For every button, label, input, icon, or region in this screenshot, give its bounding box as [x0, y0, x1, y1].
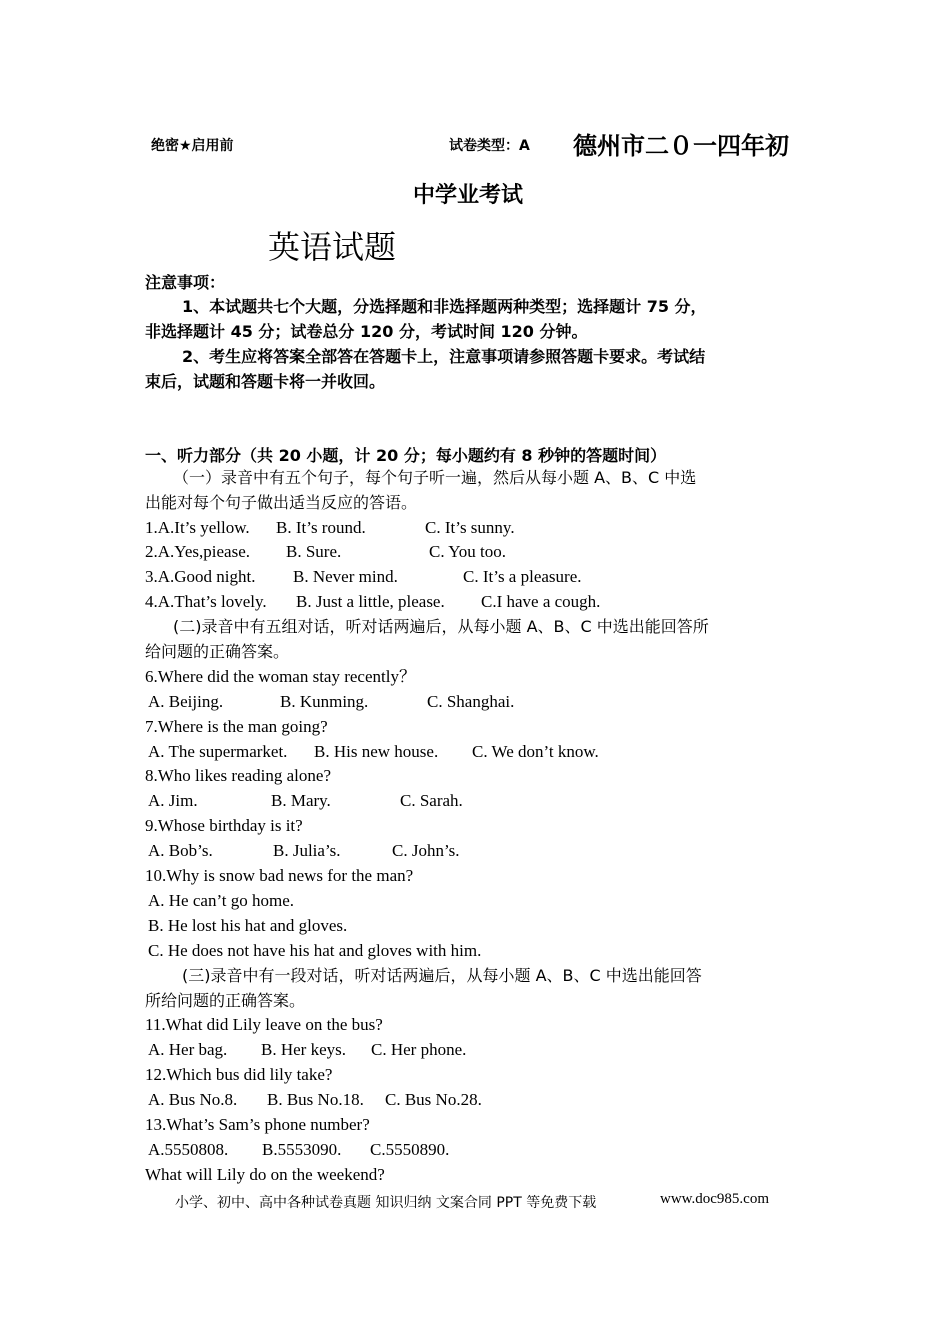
part3-instructions-line-1: (三)录音中有一段对话，听对话两遍后，从每小题 A、B、C 中选出能回答 [182, 966, 702, 985]
q14-question: What will Lily do on the weekend? [145, 1165, 385, 1184]
exam-title-part1: 德州市二０一四年初 [573, 132, 789, 160]
q11-option-c: C. Her phone. [371, 1040, 467, 1059]
q10-option-b: B. He lost his hat and gloves. [148, 916, 348, 935]
q8-option-a: A. Jim. [148, 791, 198, 810]
q3-option-a: 3.A.Good night. [145, 567, 256, 586]
note-1-line-1: 1、本试题共七个大题，分选择题和非选择题两种类型；选择题计 75 分， [182, 297, 707, 316]
q4-option-a: 4.A.That’s lovely. [145, 592, 267, 611]
q4-option-b: B. Just a little, please. [296, 592, 445, 611]
q8-question: 8.Who likes reading alone? [145, 766, 331, 785]
q13-option-a: A.5550808. [148, 1140, 229, 1159]
q11-question: 11.What did Lily leave on the bus? [145, 1015, 383, 1034]
subject-title: 英语试题 [268, 228, 397, 266]
secret-mark: 绝密★启用前 [151, 138, 234, 154]
q3-option-c: C. It’s a pleasure. [463, 567, 582, 586]
q11-option-a: A. Her bag. [148, 1040, 228, 1059]
q6-option-a: A. Beijing. [148, 692, 224, 711]
q2-option-b: B. Sure. [286, 542, 342, 561]
note-1-line-2: 非选择题计 45 分；试卷总分 120 分，考试时间 120 分钟。 [145, 322, 588, 341]
q7-option-a: A. The supermarket. [148, 742, 288, 761]
footer-site-link[interactable]: www.doc985.com [660, 1191, 770, 1207]
q12-question: 12.Which bus did lily take? [145, 1065, 333, 1084]
q6-option-c: C. Shanghai. [427, 692, 515, 711]
q12-option-b: B. Bus No.18. [267, 1090, 364, 1109]
part2-instructions-line-2: 给问题的正确答案。 [145, 642, 290, 661]
paper-type: 试卷类型：A [449, 138, 530, 154]
q1-option-b: B. It’s round. [276, 518, 366, 537]
q7-option-c: C. We don’t know. [472, 742, 599, 761]
q6-question: 6.Where did the woman stay recently？ [145, 667, 416, 686]
q10-question: 10.Why is snow bad news for the man? [145, 866, 414, 885]
q13-option-c: C.5550890. [370, 1140, 450, 1159]
footer-text: 小学、初中、高中各种试卷真题 知识归纳 文案合同 PPT 等免费下载 [175, 1195, 597, 1211]
q2-option-a: 2.A.Yes,piease. [145, 542, 250, 561]
part2-instructions-line-1: (二)录音中有五组对话，听对话两遍后，从每小题 A、B、C 中选出能回答所 [173, 617, 709, 636]
q13-question: 13.What’s Sam’s phone number? [145, 1115, 370, 1134]
q1-option-c: C. It’s sunny. [425, 518, 515, 537]
q10-option-c: C. He does not have his hat and gloves with him. [148, 941, 482, 960]
part1-instructions-line-2: 出能对每个句子做出适当反应的答语。 [145, 493, 418, 512]
q8-option-b: B. Mary. [271, 791, 331, 810]
q3-option-b: B. Never mind. [293, 567, 398, 586]
q9-question: 9.Whose birthday is it? [145, 816, 303, 835]
q2-option-c: C. You too. [429, 542, 507, 561]
q9-option-b: B. Julia’s. [273, 841, 341, 860]
section-heading: 一、听力部分（共 20 小题，计 20 分；每小题约有 8 秒钟的答题时间） [145, 446, 667, 465]
q7-question: 7.Where is the man going? [145, 717, 328, 736]
q12-option-a: A. Bus No.8. [148, 1090, 238, 1109]
q11-option-b: B. Her keys. [261, 1040, 346, 1059]
notes-heading: 注意事项： [145, 273, 226, 292]
exam-title-part2: 中学业考试 [413, 183, 524, 208]
part1-instructions-line-1: （一）录音中有五个句子，每个句子听一遍，然后从每小题 A、B、C 中选 [173, 468, 697, 487]
note-2-line-2: 束后，试题和答题卡将一并收回。 [145, 372, 386, 391]
part3-instructions-line-2: 所给问题的正确答案。 [145, 991, 306, 1010]
q8-option-c: C. Sarah. [400, 791, 463, 810]
q9-option-c: C. John’s. [392, 841, 460, 860]
q1-option-a: 1.A.It’s yellow. [145, 518, 250, 537]
q9-option-a: A. Bob’s. [148, 841, 213, 860]
q12-option-c: C. Bus No.28. [385, 1090, 482, 1109]
q10-option-a: A. He can’t go home. [148, 891, 295, 910]
q6-option-b: B. Kunming. [280, 692, 369, 711]
note-2-line-1: 2、考生应将答案全部答在答题卡上，注意事项请参照答题卡要求。考试结 [182, 347, 706, 366]
q13-option-b: B.5553090. [262, 1140, 342, 1159]
q7-option-b: B. His new house. [314, 742, 439, 761]
q4-option-c: C.I have a cough. [481, 592, 601, 611]
